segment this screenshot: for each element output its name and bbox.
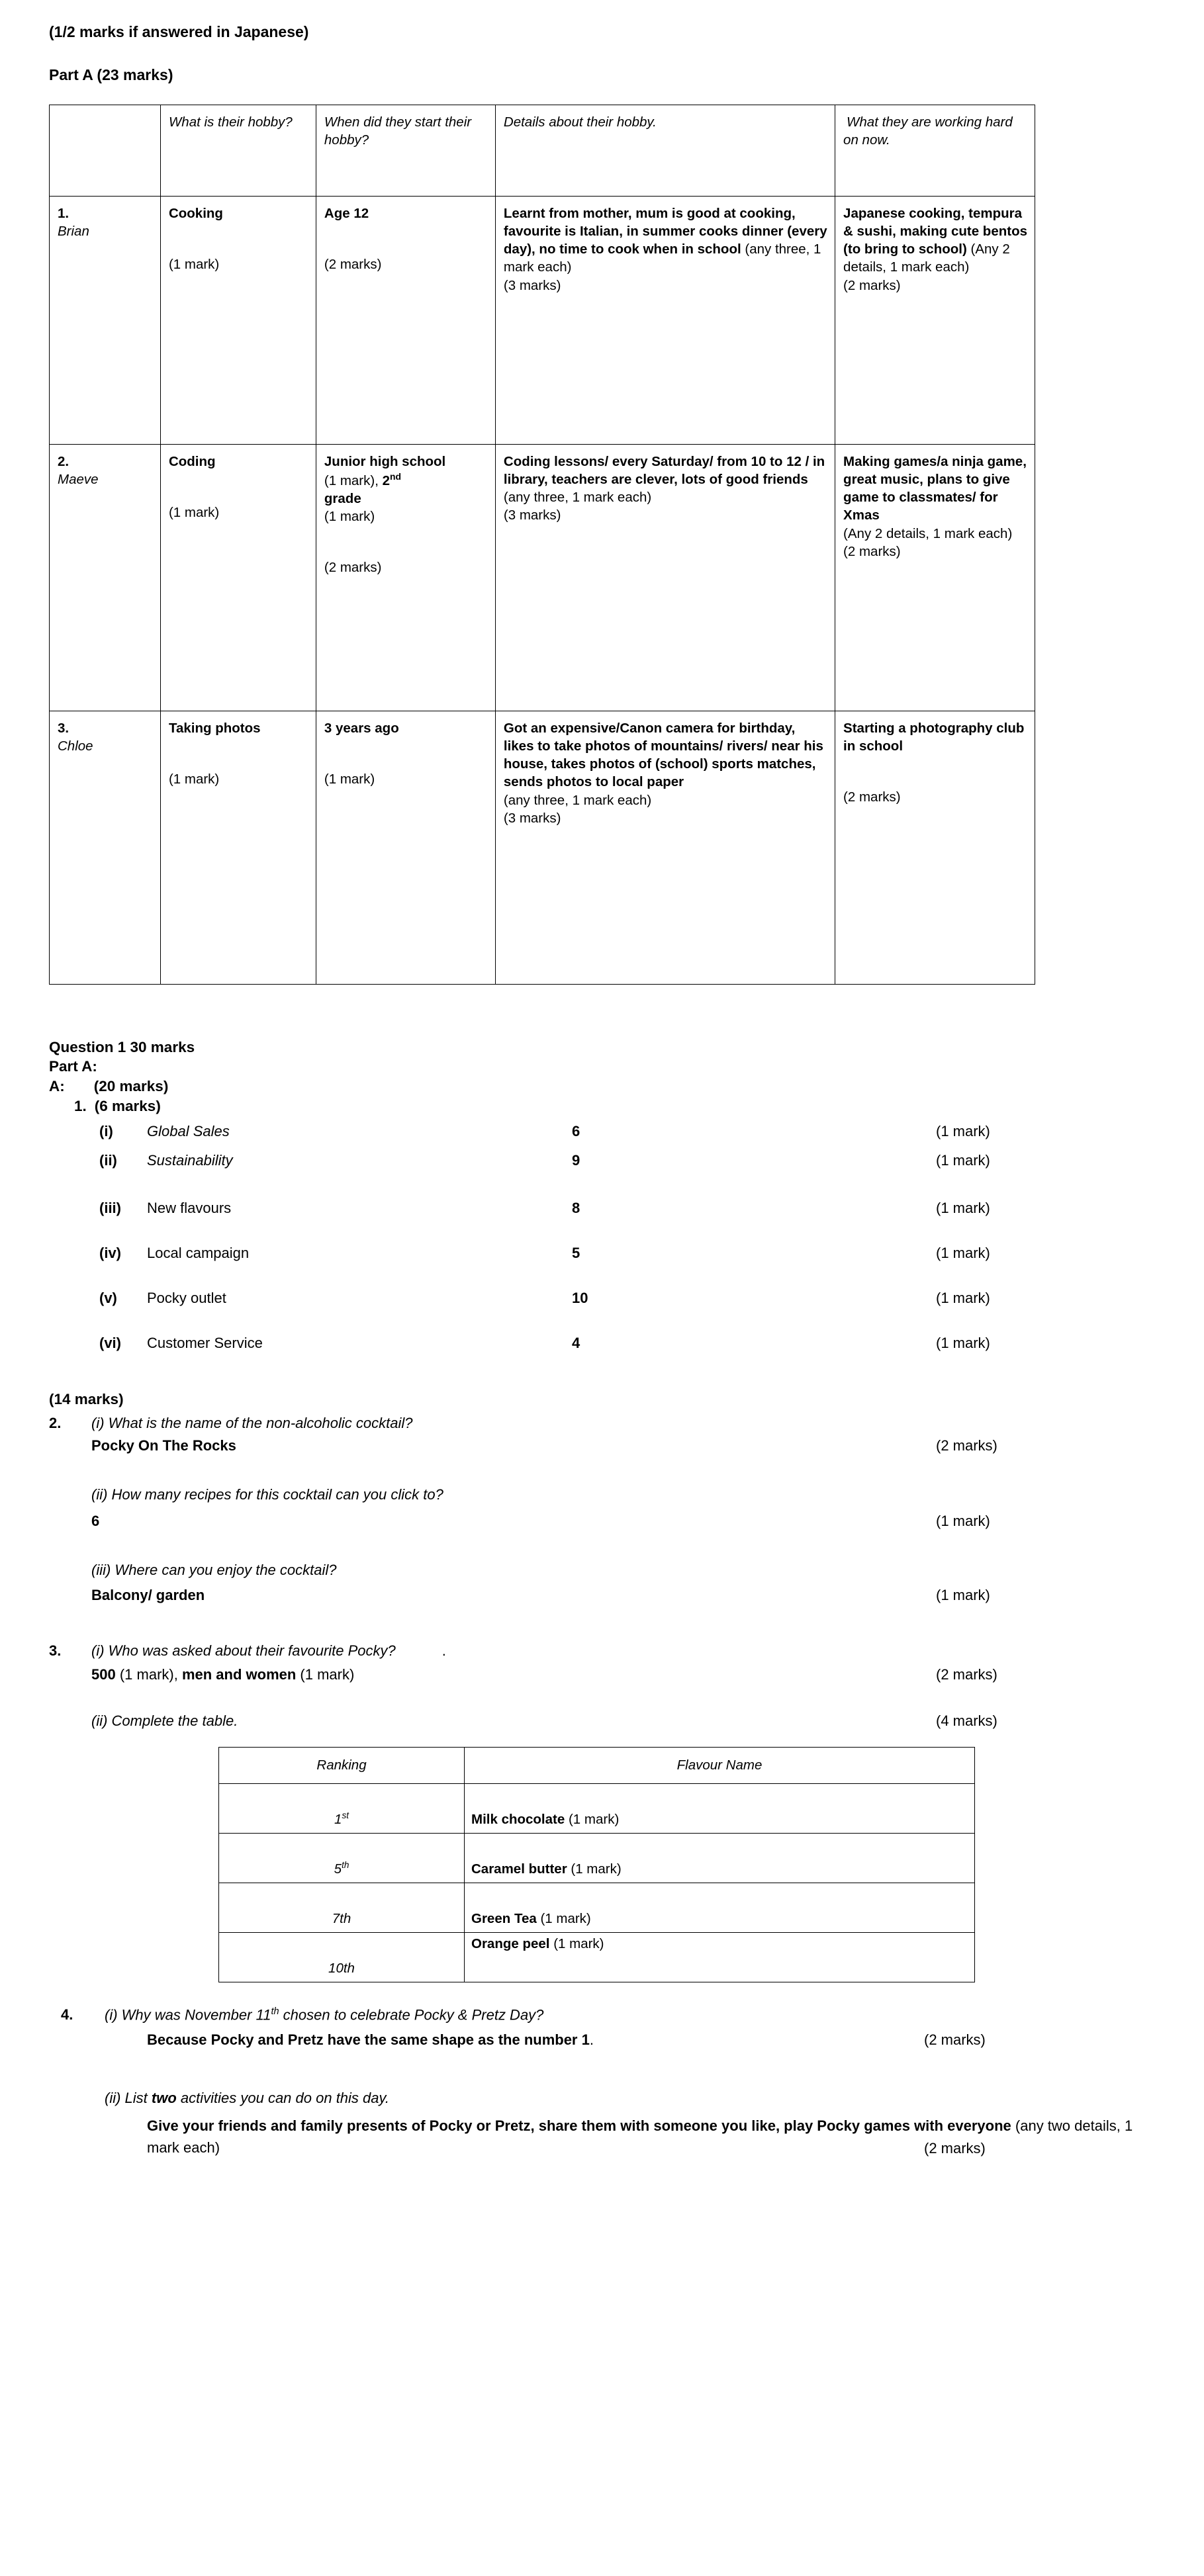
answer-text: Coding (168, 453, 216, 469)
answer-note: (any two details, 1 mark each) (147, 2117, 1133, 2156)
table-row (219, 1783, 975, 1833)
cell-working-hard (835, 444, 1035, 711)
roman-text: Global Sales (147, 1123, 230, 1140)
answer-text: Coding lessons/ every Saturday/ from 10 to 12 / in library, teachers are clever, lots of good friends (503, 453, 825, 487)
header-flavour-name: Flavour Name (465, 1747, 975, 1783)
row-index-cell (50, 711, 161, 984)
roman-text: Pocky outlet (147, 1290, 226, 1307)
question-4-block (49, 2005, 1164, 2158)
roman-label: (iii) (99, 1200, 121, 1217)
row-person-name: Brian (58, 223, 89, 239)
roman-label: (ii) (99, 1152, 117, 1169)
spacer (49, 1116, 1164, 1122)
answer-note-2: (1 mark) (296, 1666, 355, 1683)
spacer (49, 85, 1164, 105)
header-details: Details about their hobby. (495, 105, 835, 196)
mark-value: (2 marks) (924, 2031, 986, 2048)
question-4-ii-answer-row (49, 2115, 1164, 2158)
answer-text-3: grade (324, 490, 361, 506)
roman-label: (v) (99, 1290, 117, 1307)
spacer (49, 985, 1164, 1038)
flavour-name: Milk chocolate (471, 1812, 565, 1828)
hobby-summary-table (49, 105, 1035, 985)
table-row (50, 711, 1035, 984)
answer-note: (Any 2 details, 1 mark each) (843, 242, 1010, 275)
question-2-ii-answer-row (49, 1511, 1164, 1539)
rank-cell (219, 1833, 465, 1883)
answer-line-2 (324, 470, 488, 490)
cell-details (495, 196, 835, 444)
question-2-ii-text-row (49, 1485, 1164, 1511)
question-3-i-answer-row (49, 1665, 1164, 1693)
cell-when-started (316, 711, 495, 984)
mark-value: (4 marks) (936, 1712, 997, 1729)
list-item (49, 1151, 1164, 1180)
row-number: 1. (58, 205, 69, 221)
spacer (324, 222, 488, 255)
roman-mark: (1 mark) (936, 1335, 990, 1352)
roman-text: Local campaign (147, 1245, 250, 1262)
list-item (49, 1334, 1164, 1363)
spacer (169, 737, 309, 770)
roman-value: 10 (572, 1290, 588, 1307)
header-working-hard-label: What they are working hard on now. (843, 114, 1013, 148)
rank-number: 1 (334, 1812, 342, 1828)
spacer (169, 222, 309, 255)
rank-ordinal: th (342, 1860, 349, 1871)
question-1-item-1 (49, 1096, 1164, 1116)
spacer (49, 1539, 1164, 1560)
table-header-row (50, 105, 1035, 196)
roman-value: 8 (572, 1200, 580, 1217)
answer-ordinal-suffix: nd (390, 470, 402, 482)
question-4-i-text-part1: (i) Why was November 11 (105, 2006, 271, 2023)
table-row (219, 1833, 975, 1883)
mark-value: (1 mark) (324, 771, 375, 787)
answer-count: 500 (91, 1666, 116, 1683)
spacer (843, 755, 1028, 788)
answer-text: Balcony/ garden (91, 1586, 205, 1603)
section-b-marks: (14 marks) (49, 1391, 124, 1408)
answer-text: Got an expensive/Canon camera for birthday, likes to take photos of mountains/ rivers/ near his house, takes photos of (school) sports matches, sends photos to local paper (503, 720, 823, 790)
question-3-part-i (49, 1641, 1164, 1665)
cell-working-hard (835, 711, 1035, 984)
header-working-hard (835, 105, 1035, 196)
row-person-name: Chloe (58, 738, 93, 754)
mark-value-2: (1 mark) (324, 509, 375, 525)
answer-note: (Any 2 details, 1 mark each) (843, 525, 1013, 541)
mark-value: (2 marks) (924, 2139, 986, 2156)
question-4-ii-emphasis: two (151, 2089, 177, 2106)
flavour-cell (465, 1932, 975, 1982)
answer-text: Age 12 (324, 205, 369, 221)
roman-mark: (1 mark) (936, 1290, 990, 1307)
list-item (49, 1122, 1164, 1151)
spacer (49, 1180, 1164, 1199)
answer-text: Making games/a ninja game, great music, plans to give game to classmates/ for Xmas (843, 453, 1027, 523)
roman-text: Sustainability (147, 1152, 233, 1169)
question-3-number: 3. (49, 1642, 62, 1659)
roman-mark: (1 mark) (936, 1123, 990, 1140)
mark-value: (1 mark), (324, 472, 383, 488)
answer-text: Learnt from mother, mum is good at cooking, favourite is Italian, in summer cooks dinner (every day), no time to cook when in school (503, 205, 827, 257)
row-index-cell (50, 196, 161, 444)
cell-details (495, 444, 835, 711)
roman-text: Customer Service (147, 1335, 263, 1352)
section-a-label: A: (49, 1077, 65, 1094)
question-4-i-answer-row (49, 2030, 1164, 2059)
roman-mark: (1 mark) (936, 1245, 990, 1262)
flavour-name: Caramel butter (471, 1861, 567, 1877)
cell-working-hard (835, 196, 1035, 444)
roman-label: (i) (99, 1123, 113, 1140)
answer-text: Give your friends and family presents of Pocky or Pretz, share them with someone you like, play Pocky games with everyone (147, 2117, 1011, 2134)
question-2-number: 2. (49, 1414, 62, 1431)
flavour-cell (465, 1833, 975, 1883)
question-2-part-i (49, 1413, 1164, 1436)
answer-note: (any three, 1 mark each) (503, 490, 652, 505)
mark-value: (1 mark) (536, 1911, 591, 1927)
question-4-i-text-wrap (105, 2005, 543, 2025)
rank-cell (219, 1883, 465, 1932)
mark-value: (2 marks) (843, 543, 901, 559)
rank-number: 5 (334, 1861, 342, 1877)
header-when-started: When did they start their hobby? (316, 105, 495, 196)
spacer (49, 1693, 1164, 1711)
question-3-i-text-wrap (91, 1641, 446, 1661)
answer-text: Cooking (168, 205, 223, 221)
mark-value: (2 marks) (936, 1437, 997, 1454)
mark-value: (3 marks) (503, 277, 561, 293)
answer-text: Pocky On The Rocks (91, 1437, 236, 1454)
answer-text: Starting a photography club in school (843, 720, 1025, 754)
mark-value: (1 mark) (936, 1512, 990, 1529)
question-3-i-text: (i) Who was asked about their favourite Pocky? (91, 1642, 396, 1659)
mark-value: (2 marks) (936, 1666, 997, 1683)
answer-note-1: (1 mark), (115, 1666, 182, 1683)
answer-note: (any three, 1 mark each) (503, 242, 821, 275)
roman-text: New flavours (147, 1200, 232, 1217)
cell-what-hobby (160, 196, 316, 444)
spacer (49, 42, 1164, 66)
spacer (49, 1462, 1164, 1485)
mark-value-total: (2 marks) (324, 560, 382, 576)
mark-value: (2 marks) (324, 256, 382, 272)
list-item (49, 1289, 1164, 1318)
spacer (324, 525, 488, 558)
item-1-marks: (6 marks) (94, 1097, 161, 1114)
answer-punct: . (589, 2031, 594, 2048)
row-number: 3. (58, 720, 69, 736)
cell-what-hobby (160, 444, 316, 711)
spacer (49, 1738, 1164, 1747)
roman-value: 9 (572, 1152, 580, 1169)
list-item (49, 1244, 1164, 1273)
cell-when-started (316, 444, 495, 711)
spacer (169, 470, 309, 504)
question-4-i-superscript: th (271, 2006, 279, 2017)
question-4-ii-text-wrap (105, 2088, 389, 2109)
question-4-part-i (49, 2005, 1164, 2030)
answer-text: 6 (91, 1512, 100, 1529)
question-2-iii-text-row (49, 1560, 1164, 1585)
roman-label: (vi) (99, 1335, 121, 1352)
question-1-section-a (49, 1077, 1164, 1096)
spacer (49, 1273, 1164, 1289)
header-index (50, 105, 161, 196)
answer-text: Japanese cooking, tempura & sushi, making cute bentos (to bring to school) (843, 205, 1027, 257)
mark-value: (1 mark) (936, 1586, 990, 1603)
question-3-ii-row (49, 1711, 1164, 1738)
question-4-ii-text-pre: (ii) List (105, 2089, 152, 2106)
rank-number: 10th (328, 1961, 355, 1976)
row-person-name: Maeve (58, 471, 99, 487)
question-3-i-trailing: . (441, 1642, 446, 1659)
answer-text: Because Pocky and Pretz have the same shape as the number 1 (147, 2031, 590, 2048)
question-4-part-ii (49, 2088, 1164, 2115)
spacer (49, 1318, 1164, 1334)
spacer (49, 1363, 1164, 1390)
list-item (49, 1199, 1164, 1228)
mark-value: (1 mark) (168, 504, 220, 520)
part-a-heading: Part A (23 marks) (49, 66, 173, 83)
question-4-i-text-part2: chosen to celebrate Pocky & Pretz Day? (279, 2006, 544, 2023)
answer-text: 3 years ago (324, 720, 399, 736)
flavour-cell (465, 1883, 975, 1932)
flavour-name: Green Tea (471, 1911, 537, 1927)
flavour-name: Orange peel (471, 1935, 550, 1951)
mark-value: (1 mark) (168, 256, 220, 272)
mark-value: (1 mark) (565, 1812, 620, 1828)
question-4-number: 4. (61, 2006, 73, 2023)
spacer (49, 1228, 1164, 1244)
row-number: 2. (58, 453, 69, 469)
table-row (50, 196, 1035, 444)
mark-value: (1 mark) (549, 1935, 604, 1951)
answer-text: Junior high school (324, 453, 446, 469)
rank-cell (219, 1783, 465, 1833)
cell-when-started (316, 196, 495, 444)
mark-value: (2 marks) (843, 277, 901, 293)
spacer (49, 1612, 1164, 1641)
rank-ordinal: st (342, 1810, 349, 1821)
question-2-iii-text: (iii) Where can you enjoy the cocktail? (91, 1561, 337, 1578)
roman-mark: (1 mark) (936, 1200, 990, 1217)
question-1-part-label: Part A: (49, 1058, 97, 1075)
spacer (49, 1982, 1164, 2005)
roman-value: 5 (572, 1245, 580, 1262)
flavour-cell (465, 1783, 975, 1833)
section-a-marks: (20 marks) (93, 1077, 169, 1094)
spacer (324, 737, 488, 770)
mark-value: (3 marks) (503, 810, 561, 826)
question-4-ii-text-post: activities you can do on this day. (176, 2089, 389, 2106)
roman-mark: (1 mark) (936, 1152, 990, 1169)
question-2-ii-text: (ii) How many recipes for this cocktail can you click to? (91, 1486, 443, 1503)
table-row (50, 444, 1035, 711)
question-2-i-text: (i) What is the name of the non-alcoholic cocktail? (91, 1414, 413, 1431)
cell-what-hobby (160, 711, 316, 984)
question-3-ii-text: (ii) Complete the table. (91, 1712, 238, 1729)
question-1-block (49, 1038, 1164, 2158)
cell-details (495, 711, 835, 984)
rank-cell (219, 1932, 465, 1982)
spacer (49, 2059, 1164, 2088)
row-index-cell (50, 444, 161, 711)
roman-label: (iv) (99, 1245, 121, 1262)
mark-value: (1 mark) (567, 1861, 622, 1877)
table-row (219, 1932, 975, 1982)
rank-number: 7th (332, 1911, 351, 1927)
mark-value: (1 mark) (168, 771, 220, 787)
answer-who: men and women (181, 1666, 297, 1683)
top-note: (1/2 marks if answered in Japanese) (49, 23, 309, 40)
question-1-title: Question 1 30 marks (49, 1038, 195, 1055)
table-row (219, 1883, 975, 1932)
answer-text: Taking photos (168, 720, 261, 736)
rank-table-header-row (219, 1747, 975, 1783)
mark-value: (3 marks) (503, 508, 561, 523)
roman-value: 6 (572, 1123, 580, 1140)
header-what-hobby: What is their hobby? (160, 105, 316, 196)
mark-value: (2 marks) (843, 789, 901, 805)
question-2-iii-answer-row (49, 1585, 1164, 1612)
item-1-number: 1. (74, 1097, 87, 1114)
question-2-i-answer-row (49, 1436, 1164, 1462)
flavour-ranking-table (218, 1747, 975, 1982)
roman-value: 4 (572, 1335, 580, 1352)
header-ranking: Ranking (219, 1747, 465, 1783)
answer-note: (any three, 1 mark each) (503, 792, 652, 808)
answer-ordinal: 2 (382, 472, 390, 488)
